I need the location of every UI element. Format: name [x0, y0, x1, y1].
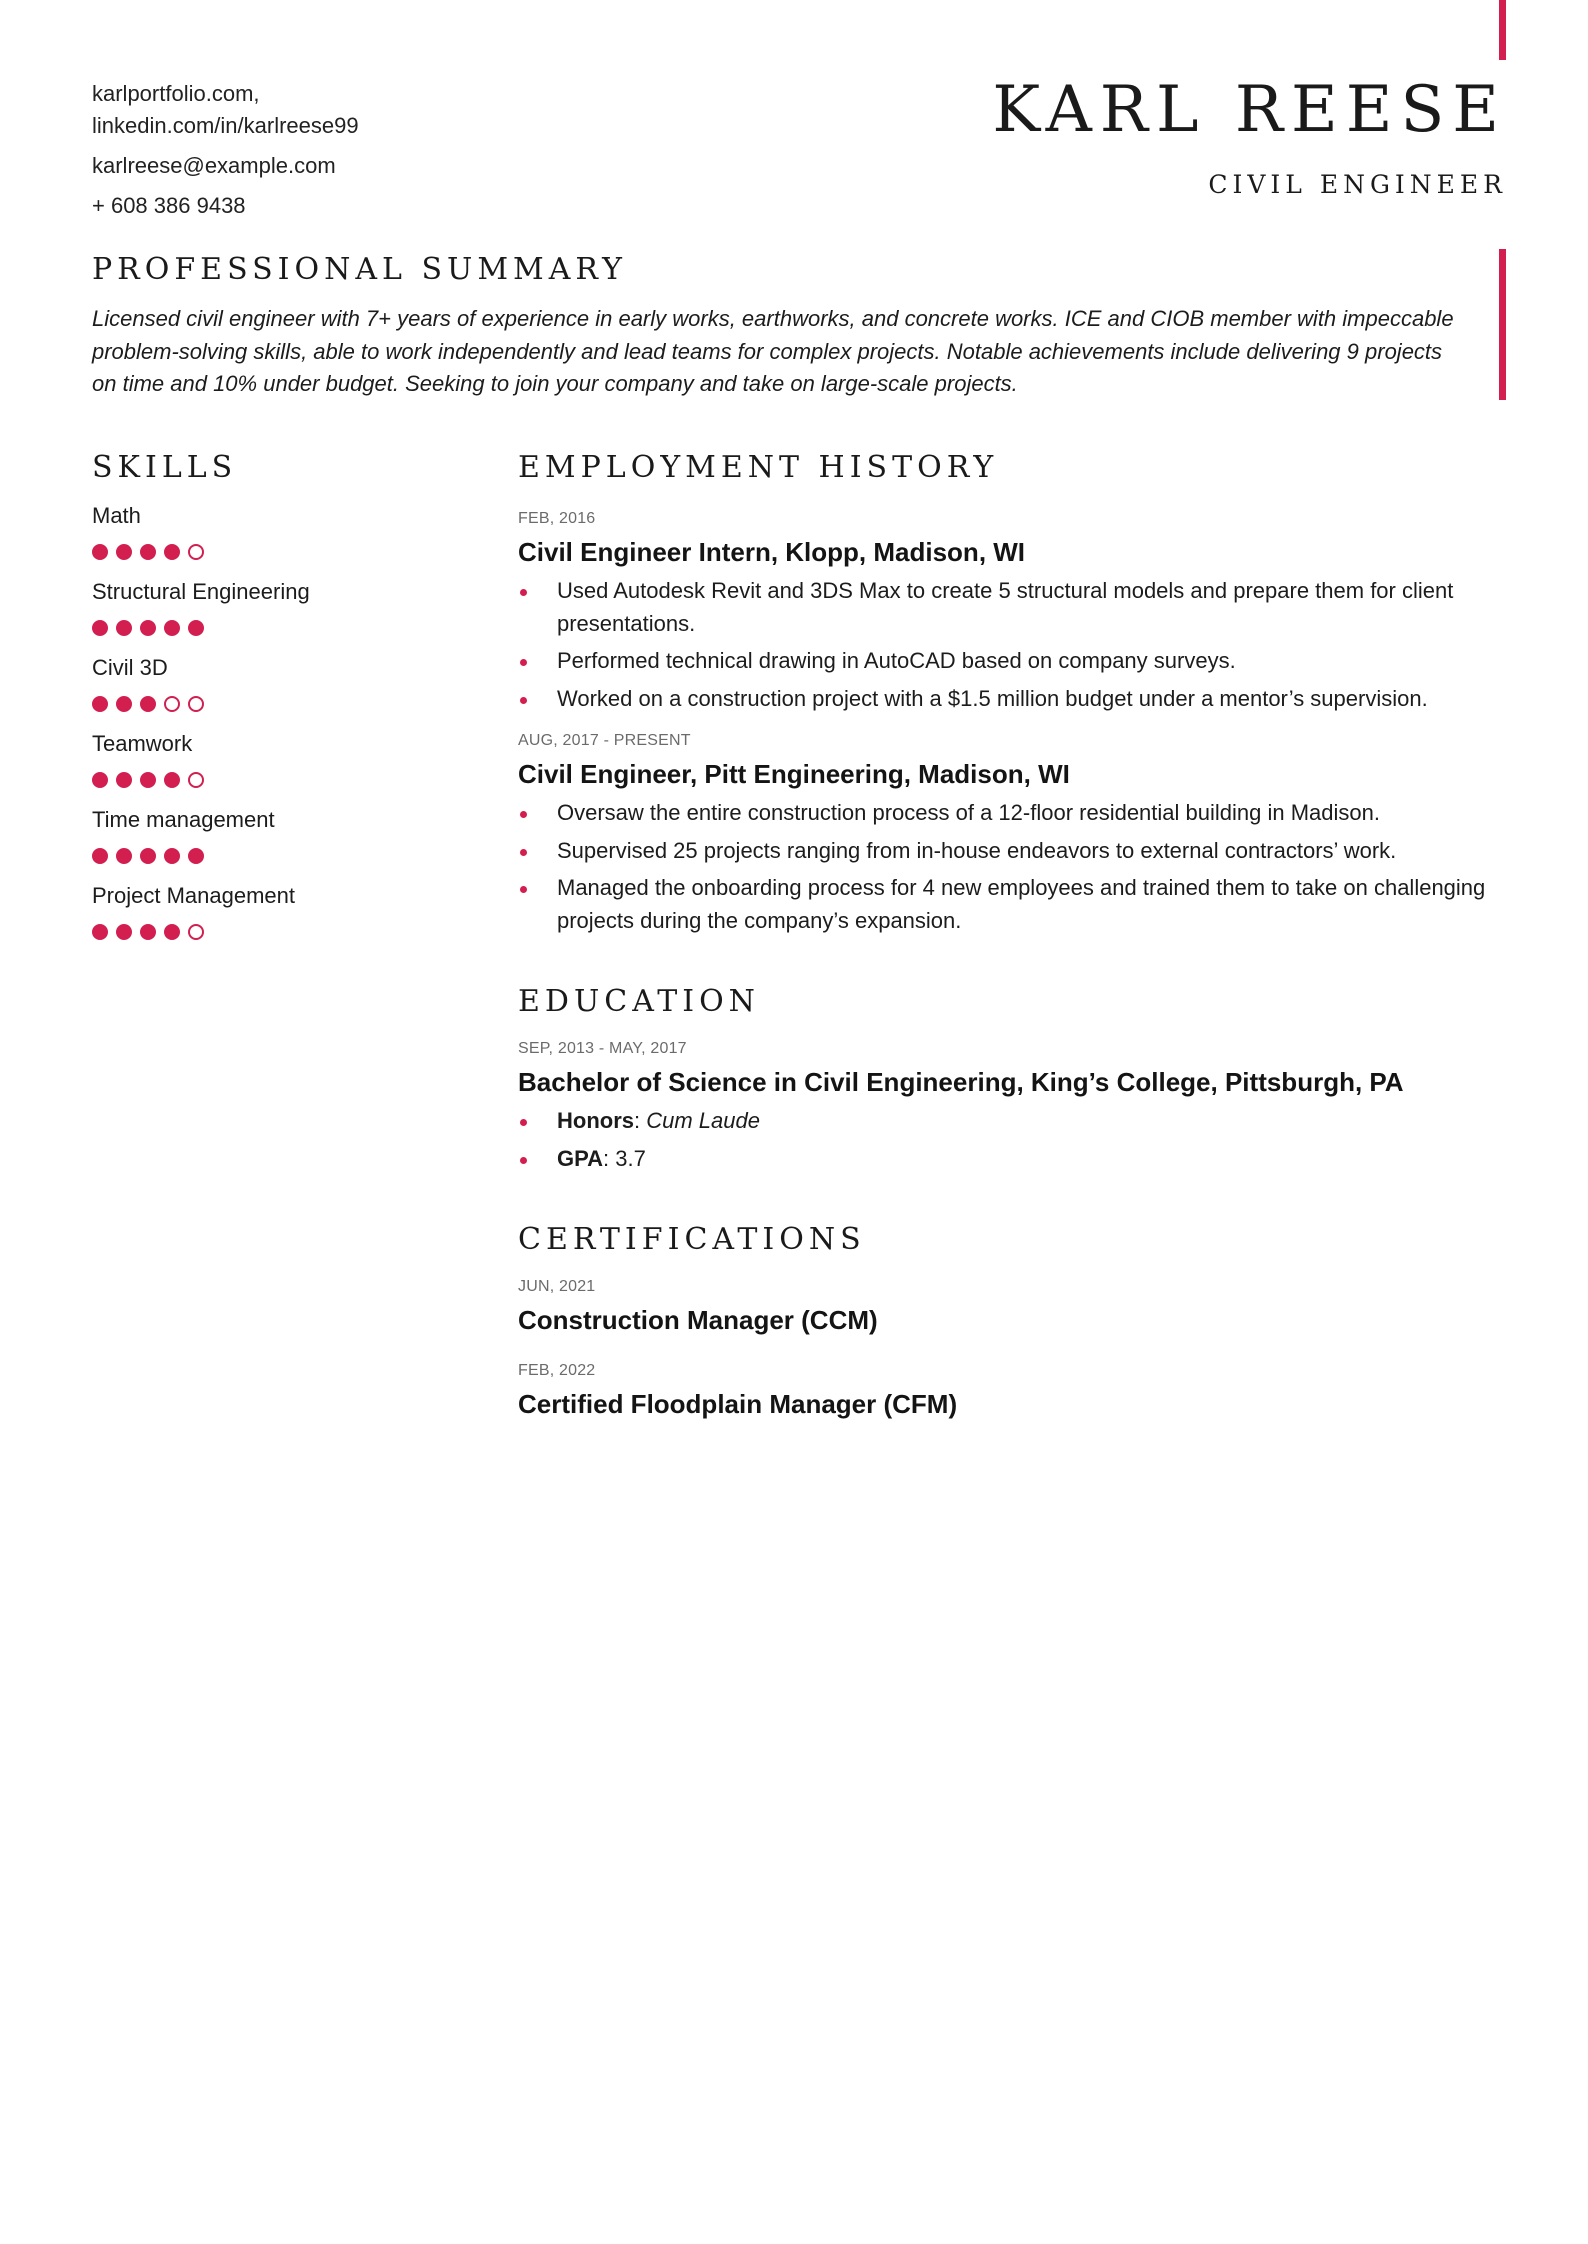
entry-bullets: [518, 575, 1508, 715]
education-entry: [518, 1039, 1508, 1175]
bullet-item: Worked on a construction project with a $1.5 million budget under a mentor’s supervision.: [518, 683, 1508, 716]
skill-rating: [92, 693, 472, 715]
employment-section: [518, 449, 1508, 937]
linkedin-link[interactable]: linkedin.com/in/karlreese99: [92, 113, 359, 138]
rating-dot-filled: [116, 544, 132, 560]
skill-rating: [92, 845, 472, 867]
skill-item: [92, 577, 472, 639]
skill-rating: [92, 769, 472, 791]
skills-list: [92, 501, 472, 943]
rating-dot-filled: [140, 772, 156, 788]
accent-bar-summary: [1499, 249, 1506, 400]
phone-number: + 608 386 9438: [92, 193, 246, 218]
summary-section: [92, 251, 1472, 401]
bullet-item: Managed the onboarding process for 4 new employees and trained them to take on challenging projects during the company’s expansion.: [518, 872, 1508, 937]
skill-rating: [92, 921, 472, 943]
employment-entry: [518, 509, 1508, 715]
skill-item: [92, 881, 472, 943]
rating-dot-filled: [116, 772, 132, 788]
skill-name: Civil 3D: [92, 655, 168, 680]
entry-date: SEP, 2013 - MAY, 2017: [518, 1040, 687, 1057]
bullet-item: Used Autodesk Revit and 3DS Max to create 5 structural models and prepare them for client presentations.: [518, 575, 1508, 640]
portfolio-link[interactable]: karlportfolio.com,: [92, 81, 260, 106]
rating-dot-filled: [92, 544, 108, 560]
rating-dot-empty: [188, 544, 204, 560]
skill-item: [92, 653, 472, 715]
honors-label: Honors: [557, 1108, 634, 1133]
education-heading: EDUCATION: [518, 984, 760, 1019]
rating-dot-filled: [140, 544, 156, 560]
entry-date: FEB, 2022: [518, 1362, 596, 1379]
skill-name: Teamwork: [92, 731, 193, 756]
entry-bullets: [518, 1105, 1508, 1175]
bullet-item: Supervised 25 projects ranging from in-house endeavors to external contractors’ work.: [518, 835, 1508, 868]
rating-dot-filled: [164, 772, 180, 788]
bullet-item: Performed technical drawing in AutoCAD based on company surveys.: [518, 645, 1508, 678]
candidate-name: KARL REESE: [992, 73, 1507, 147]
entry-title: Construction Manager (CCM): [518, 1305, 878, 1335]
contact-block: [92, 78, 612, 222]
skills-section: [92, 449, 472, 957]
rating-dot-filled: [92, 924, 108, 940]
rating-dot-filled: [140, 924, 156, 940]
entry-title: Civil Engineer Intern, Klopp, Madison, WI: [518, 537, 1026, 567]
certifications-section: [518, 1221, 1508, 1421]
certifications-heading: CERTIFICATIONS: [518, 1222, 866, 1257]
rating-dot-filled: [140, 696, 156, 712]
accent-bar-top: [1499, 0, 1506, 60]
rating-dot-filled: [188, 620, 204, 636]
certification-entry: [518, 1277, 1508, 1337]
entry-title: Certified Floodplain Manager (CFM): [518, 1389, 958, 1419]
honors-item: Honors: Cum Laude: [518, 1105, 1508, 1138]
rating-dot-filled: [92, 696, 108, 712]
rating-dot-empty: [188, 924, 204, 940]
email-link[interactable]: karlreese@example.com: [92, 153, 336, 178]
bullet-item: Oversaw the entire construction process of a 12-floor residential building in Madison.: [518, 797, 1508, 830]
rating-dot-empty: [164, 696, 180, 712]
entry-title: Bachelor of Science in Civil Engineering, King’s College, Pittsburgh, PA: [518, 1067, 1404, 1097]
skill-rating: [92, 541, 472, 563]
skill-name: Structural Engineering: [92, 579, 310, 604]
skill-item: [92, 805, 472, 867]
rating-dot-filled: [92, 772, 108, 788]
skill-name: Project Management: [92, 883, 295, 908]
rating-dot-filled: [164, 924, 180, 940]
rating-dot-filled: [140, 848, 156, 864]
rating-dot-empty: [188, 696, 204, 712]
rating-dot-filled: [164, 544, 180, 560]
rating-dot-filled: [116, 848, 132, 864]
skill-item: [92, 501, 472, 563]
entry-date: JUN, 2021: [518, 1278, 596, 1295]
gpa-label: GPA: [557, 1145, 604, 1171]
skill-name: Math: [92, 503, 141, 528]
rating-dot-filled: [116, 696, 132, 712]
employment-entry: [518, 731, 1508, 937]
entry-title: Civil Engineer, Pitt Engineering, Madison, WI: [518, 759, 1070, 789]
employment-heading: EMPLOYMENT HISTORY: [518, 450, 999, 485]
rating-dot-empty: [188, 772, 204, 788]
entry-date: FEB, 2016: [518, 510, 596, 527]
main-column: [518, 449, 1508, 1421]
skill-name: Time management: [92, 807, 275, 832]
rating-dot-filled: [188, 848, 204, 864]
skill-item: [92, 729, 472, 791]
education-section: [518, 983, 1508, 1175]
rating-dot-filled: [92, 848, 108, 864]
entry-date: AUG, 2017 - PRESENT: [518, 732, 691, 749]
skills-heading: SKILLS: [92, 450, 238, 485]
summary-heading: PROFESSIONAL SUMMARY: [92, 252, 627, 287]
gpa-value: 3.7: [615, 1145, 646, 1171]
rating-dot-filled: [116, 924, 132, 940]
skill-rating: [92, 617, 472, 639]
honors-value: Cum Laude: [646, 1108, 760, 1133]
certification-entry: [518, 1361, 1508, 1421]
rating-dot-filled: [140, 620, 156, 636]
entry-bullets: [518, 797, 1508, 937]
summary-text: Licensed civil engineer with 7+ years of experience in early works, earthworks, and concrete works. ICE and CIOB member with impeccable problem-solving skills, able to work independently and lead teams for complex projects. Notable achievements include delivering 9 projects on time and 10% under budget. Seeking to join your company and take on large-scale projects.: [92, 306, 1454, 396]
rating-dot-filled: [116, 620, 132, 636]
gpa-item: GPA: 3.7: [518, 1143, 1508, 1176]
rating-dot-filled: [164, 620, 180, 636]
job-title: CIVIL ENGINEER: [1208, 170, 1507, 199]
rating-dot-filled: [92, 620, 108, 636]
rating-dot-filled: [164, 848, 180, 864]
